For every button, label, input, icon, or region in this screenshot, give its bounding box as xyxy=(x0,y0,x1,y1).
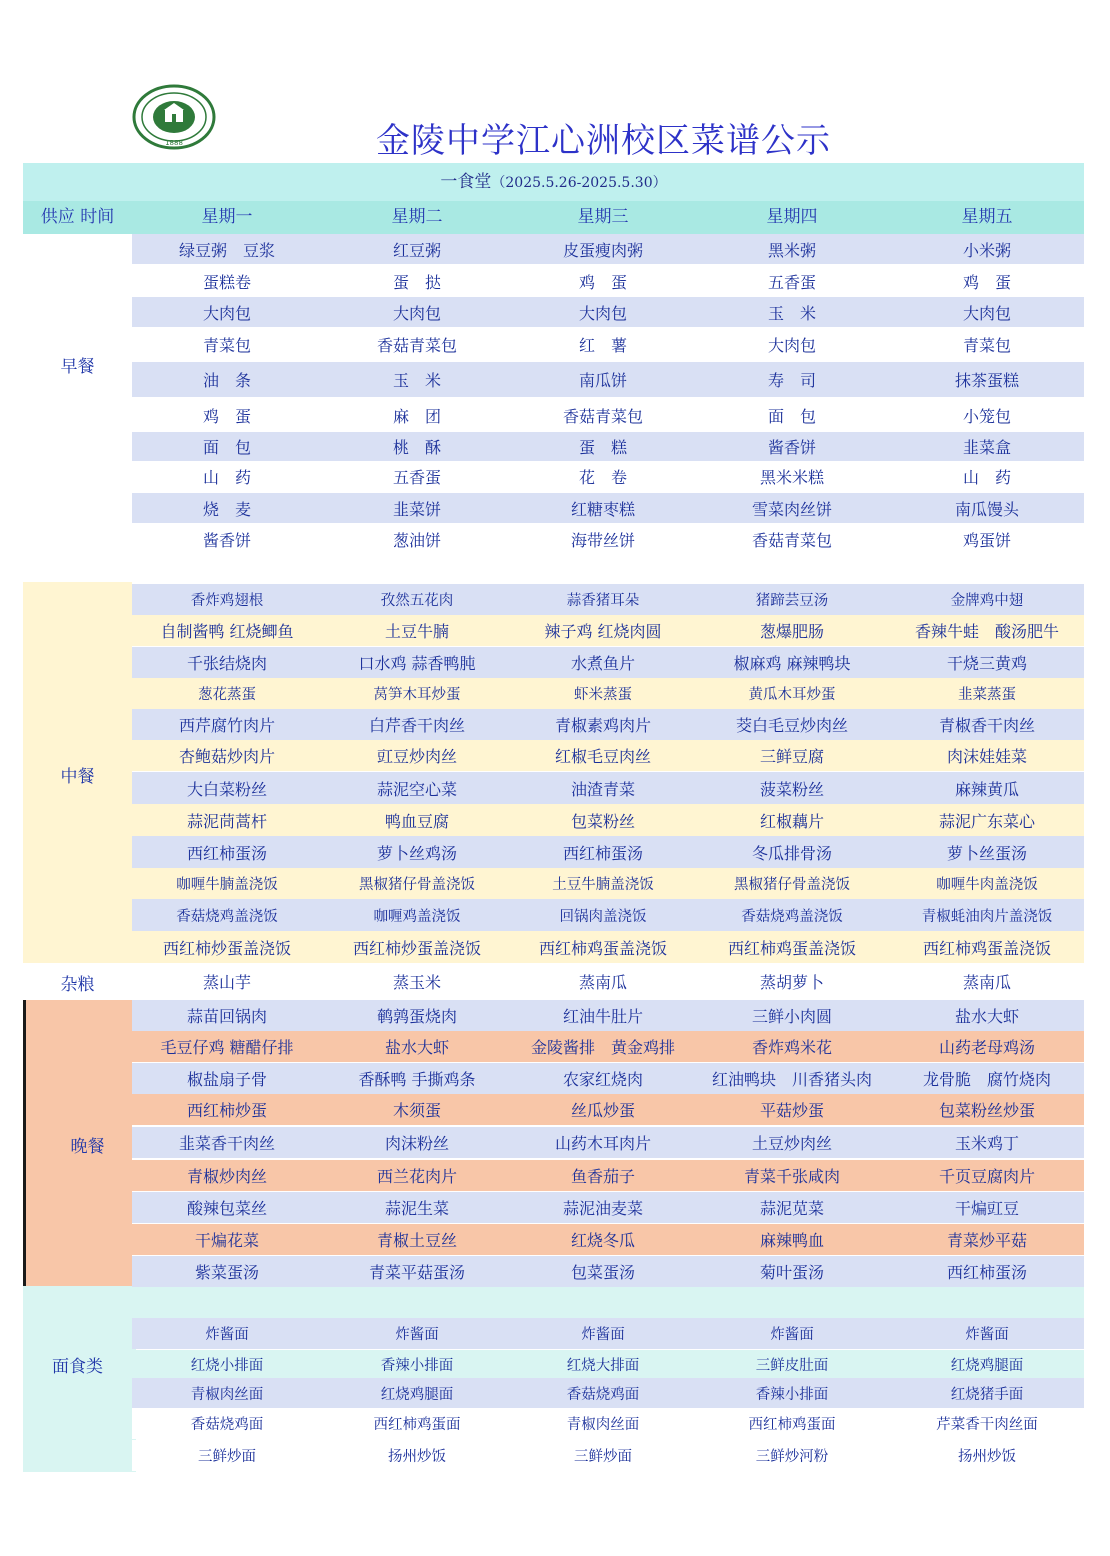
menu-cell: 青菜千张咸肉 xyxy=(743,1167,840,1186)
menu-cell: 萝卜丝蛋汤 xyxy=(946,843,1027,863)
menu-cell: 麻 团 xyxy=(392,406,441,426)
menu-cell: 大肉包 xyxy=(962,303,1011,323)
breakfast-row xyxy=(132,266,1084,296)
menu-cell: 大肉包 xyxy=(202,303,251,323)
menu-cell: 绿豆粥 豆浆 xyxy=(178,240,275,260)
menu-cell: 扬州炒饭 xyxy=(958,1449,1016,1465)
menu-cell: 香炸鸡米花 xyxy=(751,1038,832,1057)
menu-cell: 麻辣鸭血 xyxy=(759,1231,824,1250)
menu-cell: 蒸玉米 xyxy=(392,973,441,992)
section-dinner: 晚餐 xyxy=(70,1137,105,1157)
section-grains: 杂粮 xyxy=(60,975,95,995)
menu-cell: 盐水大虾 xyxy=(954,1007,1019,1026)
menu-cell: 鸡蛋饼 xyxy=(962,530,1011,550)
breakfast-row xyxy=(132,524,1084,554)
dinner-row xyxy=(132,1094,1084,1125)
menu-cell: 香菇青菜包 xyxy=(376,336,457,355)
menu-cell: 红烧鸡腿面 xyxy=(380,1386,454,1403)
menu-cell: 黑米米糕 xyxy=(759,468,824,487)
dinner-row xyxy=(132,1063,1084,1094)
menu-cell: 冬瓜排骨汤 xyxy=(751,843,832,863)
menu-cell: 青菜平菇蛋汤 xyxy=(368,1263,465,1282)
menu-cell: 包菜蛋汤 xyxy=(570,1263,635,1282)
menu-cell: 红油牛肚片 xyxy=(562,1007,643,1026)
lunch-row xyxy=(132,740,1084,771)
menu-cell: 西红柿鸡蛋面 xyxy=(748,1417,836,1433)
section-noodles: 面食类 xyxy=(52,1357,103,1377)
menu-cell: 蒸南瓜 xyxy=(578,973,627,992)
menu-cell: 寿 司 xyxy=(767,371,816,390)
menu-cell: 西兰花肉片 xyxy=(376,1167,457,1186)
menu-cell: 五香蛋 xyxy=(392,468,441,487)
menu-cell: 咖喱鸡盖浇饭 xyxy=(373,908,461,925)
menu-cell: 酱香饼 xyxy=(202,530,251,550)
dinner-row xyxy=(132,1224,1084,1255)
menu-cell: 花 卷 xyxy=(578,468,627,487)
menu-cell: 大肉包 xyxy=(578,303,627,323)
menu-cell: 西红柿鸡蛋盖浇饭 xyxy=(538,938,667,958)
menu-cell: 西红柿炒蛋盖浇饭 xyxy=(352,938,481,958)
menu-cell: 紫菜蛋汤 xyxy=(194,1263,259,1282)
menu-cell: 红椒毛豆肉丝 xyxy=(554,747,651,766)
menu-cell: 三鲜豆腐 xyxy=(759,747,824,766)
menu-cell: 丝瓜炒蛋 xyxy=(570,1101,635,1120)
lunch-row xyxy=(132,709,1084,740)
lunch-row xyxy=(132,584,1084,615)
menu-cell: 青菜炒平菇 xyxy=(946,1231,1027,1250)
noodles-row xyxy=(132,1408,1084,1439)
menu-cell: 红烧鸡腿面 xyxy=(950,1357,1024,1374)
menu-cell: 青椒素鸡肉片 xyxy=(554,716,651,735)
menu-cell: 黑米粥 xyxy=(767,240,816,260)
menu-cell: 鸡 蛋 xyxy=(962,272,1011,292)
menu-cell: 香菇烧鸡盖浇饭 xyxy=(176,908,278,925)
menu-cell: 茭白毛豆炒肉丝 xyxy=(735,716,848,735)
menu-cell: 炸酱面 xyxy=(581,1327,625,1343)
menu-cell: 自制酱鸭 红烧鲫鱼 xyxy=(160,622,294,641)
menu-cell: 平菇炒蛋 xyxy=(759,1101,824,1120)
menu-cell: 农家红烧肉 xyxy=(562,1070,643,1089)
day-header: 星期四 xyxy=(766,207,818,227)
menu-cell: 小米粥 xyxy=(962,240,1011,260)
grains-row xyxy=(132,965,1084,998)
menu-cell: 香菇烧鸡盖浇饭 xyxy=(741,908,843,925)
menu-cell: 香菇青菜包 xyxy=(751,530,832,550)
menu-cell: 大肉包 xyxy=(392,303,441,323)
lunch-row xyxy=(132,647,1084,678)
lunch-row xyxy=(132,804,1084,836)
menu-cell: 青椒蚝油肉片盖浇饭 xyxy=(921,908,1053,925)
menu-cell: 咖喱牛腩盖浇饭 xyxy=(176,877,278,893)
menu-cell: 香菇烧鸡面 xyxy=(190,1417,264,1433)
menu-cell: 蛋 糕 xyxy=(578,438,627,457)
breakfast-row xyxy=(132,493,1084,523)
menu-cell: 香酥鸭 手撕鸡条 xyxy=(358,1070,476,1089)
menu-cell: 香辣小排面 xyxy=(380,1357,454,1374)
menu-cell: 回锅肉盖浇饭 xyxy=(559,908,647,925)
breakfast-row xyxy=(132,432,1084,461)
menu-cell: 菊叶蛋汤 xyxy=(759,1263,824,1282)
menu-cell: 炸酱面 xyxy=(205,1327,249,1343)
menu-cell: 蒜苗回锅肉 xyxy=(186,1007,267,1026)
menu-cell: 韭菜饼 xyxy=(392,499,441,519)
menu-cell: 虾米蒸蛋 xyxy=(574,687,632,703)
menu-cell: 南瓜馒头 xyxy=(954,499,1019,519)
menu-cell: 蒸山芋 xyxy=(202,973,251,992)
table-header xyxy=(23,201,1084,234)
day-header: 星期五 xyxy=(961,207,1013,227)
menu-cell: 土豆牛腩 xyxy=(384,622,449,641)
menu-cell: 鸡 蛋 xyxy=(578,272,627,292)
breakfast-row xyxy=(132,234,1084,264)
menu-cell: 韭菜盒 xyxy=(962,438,1011,457)
menu-cell: 红烧猪手面 xyxy=(950,1386,1024,1403)
menu-cell: 山 药 xyxy=(962,468,1011,487)
menu-cell: 炸酱面 xyxy=(965,1327,1009,1343)
menu-cell: 西红柿炒蛋 xyxy=(186,1101,267,1120)
menu-cell: 三鲜皮肚面 xyxy=(755,1357,829,1374)
menu-cell: 龙骨脆 腐竹烧肉 xyxy=(922,1070,1051,1089)
menu-cell: 孜然五花肉 xyxy=(380,593,454,609)
menu-cell: 干煸花菜 xyxy=(194,1231,259,1250)
menu-cell: 青菜包 xyxy=(202,336,251,355)
menu-cell: 香辣小排面 xyxy=(755,1386,829,1403)
menu-cell: 蒸胡萝卜 xyxy=(759,973,824,992)
dinner-row xyxy=(132,1127,1084,1158)
menu-cell: 红 薯 xyxy=(578,336,627,355)
menu-cell: 红椒藕片 xyxy=(759,811,824,831)
canteen-name: 一食堂 xyxy=(440,172,492,192)
menu-cell: 红油鸭块 川香猪头肉 xyxy=(711,1070,872,1089)
menu-cell: 椒盐扇子骨 xyxy=(186,1070,267,1089)
menu-cell: 山 药 xyxy=(202,468,251,487)
menu-cell: 豇豆炒肉丝 xyxy=(376,747,457,766)
menu-cell: 油 条 xyxy=(202,371,251,390)
menu-cell: 玉 米 xyxy=(392,371,441,390)
menu-cell: 青椒香干肉丝 xyxy=(938,716,1035,735)
breakfast-row xyxy=(132,329,1084,360)
day-header: 星期二 xyxy=(391,207,443,227)
menu-cell: 抹茶蛋糕 xyxy=(954,371,1019,390)
menu-cell: 酸辣包菜丝 xyxy=(186,1199,267,1218)
menu-cell: 玉米鸡丁 xyxy=(954,1134,1019,1153)
menu-cell: 椒麻鸡 麻辣鸭块 xyxy=(733,654,851,673)
noodle-label-zone xyxy=(23,1286,136,1472)
menu-cell: 西芹腐竹肉片 xyxy=(178,716,275,735)
menu-cell: 山药木耳肉片 xyxy=(554,1134,651,1153)
menu-cell: 三鲜炒面 xyxy=(574,1449,632,1465)
menu-cell: 包菜粉丝炒蛋 xyxy=(938,1101,1035,1120)
breakfast-row xyxy=(132,297,1084,327)
menu-cell: 香辣牛蛙 酸汤肥牛 xyxy=(914,622,1059,641)
menu-cell: 红烧冬瓜 xyxy=(570,1231,635,1250)
dinner-row xyxy=(132,1031,1084,1062)
menu-cell: 西红柿蛋汤 xyxy=(186,843,267,863)
menu-cell: 蒜泥空心菜 xyxy=(376,779,457,799)
menu-cell: 大白菜粉丝 xyxy=(186,779,267,799)
menu-cell: 面 包 xyxy=(767,406,816,426)
menu-cell: 香菇烧鸡面 xyxy=(566,1386,640,1403)
menu-cell: 皮蛋瘦肉粥 xyxy=(562,240,643,260)
menu-cell: 红糖枣糕 xyxy=(570,499,635,519)
date-range: （2025.5.26-2025.5.30） xyxy=(491,175,667,191)
menu-cell: 杏鲍菇炒肉片 xyxy=(178,747,275,766)
menu-cell: 鹌鹑蛋烧肉 xyxy=(376,1007,457,1026)
menu-cell: 蒜香猪耳朵 xyxy=(566,593,640,609)
lunch-row xyxy=(132,868,1084,899)
menu-cell: 菠菜粉丝 xyxy=(759,779,824,799)
menu-cell: 咖喱牛肉盖浇饭 xyxy=(936,877,1038,893)
menu-cell: 山药老母鸡汤 xyxy=(938,1038,1035,1057)
menu-cell: 木须蛋 xyxy=(392,1101,441,1120)
menu-cell: 干煸豇豆 xyxy=(954,1199,1019,1218)
menu-cell: 鸭血豆腐 xyxy=(384,811,449,831)
menu-cell: 葱油饼 xyxy=(392,530,441,550)
menu-cell: 肉沫娃娃菜 xyxy=(946,747,1027,766)
menu-cell: 千张结烧肉 xyxy=(186,654,267,673)
menu-cell: 青菜包 xyxy=(962,336,1011,355)
logo-year: 1888 xyxy=(165,139,183,147)
menu-cell: 辣子鸡 红烧肉圆 xyxy=(544,622,662,641)
menu-cell: 蒜泥苋菜 xyxy=(759,1199,824,1218)
menu-cell: 西红柿鸡蛋盖浇饭 xyxy=(922,938,1051,958)
menu-cell: 红烧大排面 xyxy=(566,1357,640,1374)
menu-cell: 扬州炒饭 xyxy=(388,1449,446,1465)
menu-cell: 肉沫粉丝 xyxy=(384,1134,449,1153)
lunch-row xyxy=(132,615,1084,646)
menu-cell: 西红柿鸡蛋面 xyxy=(373,1417,461,1433)
noodles-row xyxy=(132,1440,1084,1471)
menu-cell: 土豆牛腩盖浇饭 xyxy=(552,877,654,893)
dinner-row xyxy=(132,1192,1084,1223)
lunch-row xyxy=(132,931,1084,963)
menu-cell: 葱花蒸蛋 xyxy=(198,687,256,703)
menu-cell: 土豆炒肉丝 xyxy=(751,1134,832,1153)
noodles-row xyxy=(132,1318,1084,1349)
lunch-row xyxy=(132,772,1084,804)
menu-cell: 麻辣黄瓜 xyxy=(954,779,1019,799)
menu-cell: 青椒肉丝面 xyxy=(190,1386,264,1403)
menu-cell: 黄瓜木耳炒蛋 xyxy=(748,687,836,703)
menu-cell: 三鲜小肉圆 xyxy=(751,1007,832,1026)
menu-cell: 西红柿鸡蛋盖浇饭 xyxy=(727,938,856,958)
menu-cell: 三鲜炒河粉 xyxy=(755,1449,829,1465)
menu-cell: 盐水大虾 xyxy=(384,1038,449,1057)
breakfast-row xyxy=(132,400,1084,430)
menu-cell: 韭菜香干肉丝 xyxy=(178,1134,275,1153)
menu-cell: 水煮鱼片 xyxy=(570,654,635,673)
school-emblem-icon xyxy=(131,84,217,150)
menu-cell: 西红柿蛋汤 xyxy=(946,1263,1027,1282)
menu-cell: 香菇青菜包 xyxy=(562,406,643,426)
lunch-row xyxy=(132,678,1084,709)
menu-cell: 鸡 蛋 xyxy=(202,406,251,426)
menu-cell: 芹菜香干肉丝面 xyxy=(936,1417,1038,1433)
menu-cell: 玉 米 xyxy=(767,303,816,323)
noodles-row xyxy=(132,1350,1084,1378)
menu-cell: 青椒土豆丝 xyxy=(376,1231,457,1250)
page-title: 金陵中学江心洲校区菜谱公示 xyxy=(376,121,831,161)
section-breakfast: 早餐 xyxy=(60,357,95,377)
menu-cell: 炸酱面 xyxy=(395,1327,439,1343)
menu-cell: 油渣青菜 xyxy=(570,779,635,799)
menu-cell: 炸酱面 xyxy=(770,1327,814,1343)
menu-cell: 蒜泥油麦菜 xyxy=(562,1199,643,1218)
menu-cell: 蒸南瓜 xyxy=(962,973,1011,992)
menu-cell: 金陵酱排 黄金鸡排 xyxy=(530,1038,675,1057)
menu-cell: 红豆粥 xyxy=(392,240,441,260)
menu-cell: 包菜粉丝 xyxy=(570,811,635,831)
menu-cell: 桃 酥 xyxy=(392,438,441,457)
noodle-top-band xyxy=(132,1286,1084,1318)
menu-cell: 莴笋木耳炒蛋 xyxy=(373,687,461,703)
menu-cell: 青椒肉丝面 xyxy=(566,1417,640,1433)
menu-cell: 萝卜丝鸡汤 xyxy=(376,843,457,863)
day-header: 星期一 xyxy=(201,207,253,227)
menu-cell: 蒜泥生菜 xyxy=(384,1199,449,1218)
menu-cell: 黑椒猪仔骨盖浇饭 xyxy=(734,877,850,893)
menu-cell: 西红柿炒蛋盖浇饭 xyxy=(162,938,291,958)
menu-cell: 蛋糕卷 xyxy=(202,272,251,292)
dinner-row xyxy=(132,1160,1084,1191)
menu-cell: 面 包 xyxy=(202,438,251,457)
menu-cell: 香炸鸡翅根 xyxy=(190,593,264,609)
menu-cell: 黑椒猪仔骨盖浇饭 xyxy=(359,877,475,893)
menu-cell: 蛋 挞 xyxy=(392,272,441,292)
menu-cell: 白芹香干肉丝 xyxy=(368,716,465,735)
supply-time-header: 供应 时间 xyxy=(40,207,115,227)
breakfast-row xyxy=(132,362,1084,397)
menu-cell: 千页豆腐肉片 xyxy=(938,1167,1035,1186)
menu-cell: 酱香饼 xyxy=(767,438,816,457)
menu-cell: 蒜泥茼蒿杆 xyxy=(186,811,267,831)
section-lunch: 中餐 xyxy=(60,767,95,787)
menu-cell: 红烧小排面 xyxy=(190,1357,264,1374)
menu-cell: 三鲜炒面 xyxy=(198,1449,256,1465)
menu-cell: 烧 麦 xyxy=(202,499,251,519)
menu-cell: 猪蹄芸豆汤 xyxy=(755,593,829,609)
day-header: 星期三 xyxy=(577,207,629,227)
menu-cell: 南瓜饼 xyxy=(578,371,627,390)
menu-cell: 干烧三黄鸡 xyxy=(946,654,1027,673)
menu-cell: 大肉包 xyxy=(767,336,816,355)
menu-cell: 葱爆肥肠 xyxy=(759,622,824,641)
menu-cell: 小笼包 xyxy=(962,406,1011,426)
menu-cell: 毛豆仔鸡 糖醋仔排 xyxy=(160,1038,294,1057)
menu-cell: 海带丝饼 xyxy=(570,530,635,550)
menu-cell: 鱼香茄子 xyxy=(570,1167,635,1186)
noodles-row xyxy=(132,1378,1084,1408)
menu-cell: 五香蛋 xyxy=(767,272,816,292)
menu-cell: 口水鸡 蒜香鸭肫 xyxy=(358,654,476,673)
menu-cell: 韭菜蒸蛋 xyxy=(958,687,1016,703)
menu-cell: 西红柿蛋汤 xyxy=(562,843,643,863)
lunch-row xyxy=(132,836,1084,868)
menu-cell: 青椒炒肉丝 xyxy=(186,1167,267,1186)
menu-cell: 雪菜肉丝饼 xyxy=(751,499,832,519)
canteen-subtitle xyxy=(23,163,1084,201)
dinner-row xyxy=(132,1256,1084,1287)
dinner-row xyxy=(132,1000,1084,1031)
lunch-row xyxy=(132,899,1084,931)
menu-cell: 蒜泥广东菜心 xyxy=(938,811,1035,831)
menu-cell: 金牌鸡中翅 xyxy=(950,593,1024,609)
breakfast-row xyxy=(132,462,1084,491)
